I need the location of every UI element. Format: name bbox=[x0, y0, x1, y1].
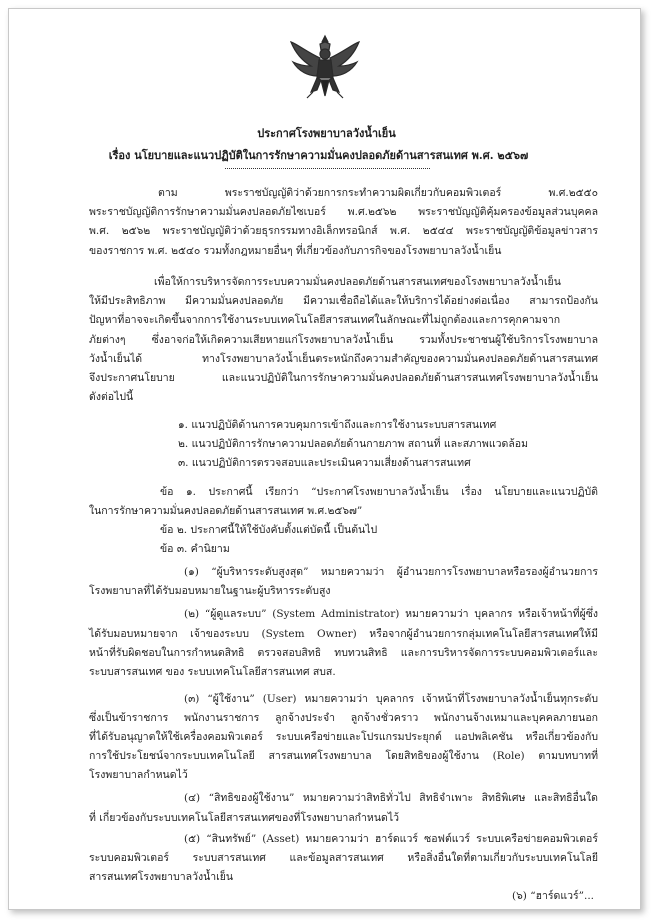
definition-line: (๓) “ผู้ใช้งาน” (User) หมายความว่า บุคลากร เจ้าหน้าที่โรงพยาบาลวังน้ำเย็นทุกระดับ bbox=[184, 692, 598, 705]
body-line: จึงประกาศนโยบาย และแนวปฏิบัติในการรักษาความมั่นคงปลอดภัยด้านสารสนเทศโรงพยาบาลวังน้ำเย็น bbox=[89, 371, 598, 384]
definition-line: การใช้ประโยชน์จากระบบเทคโนโลยี สารสนเทศโรงพยาบาล โดยสิทธิของผู้ใช้งาน (Role) ตามบทบาทที่ bbox=[89, 750, 598, 763]
body-line: ภัยต่างๆ ซึ่งอาจก่อให้เกิดความเสียหายแก่โรงพยาบาลวังน้ำเย็น รวมทั้งประชาชนผู้ใช้บริการโรงพยาบาล bbox=[89, 333, 598, 346]
definition-line: ที่ได้รับอนุญาตให้ใช้เครื่องคอมพิวเตอร์ ระบบเครือข่ายและโปรแกรมประยุกต์ แอปพลิเคชัน หรือเกี่ยวข้องกับ bbox=[89, 731, 598, 743]
announcement-title: ประกาศโรงพยาบาลวังน้ำเย็น bbox=[257, 127, 396, 140]
continuation-marker: (๖) “ฮาร์ดแวร์”... bbox=[512, 890, 595, 902]
body-line: ให้มีประสิทธิภาพ มีความมั่นคงปลอดภัย มีความเชื่อถือได้และให้บริการได้อย่างต่อเนื่อง สามารถป้องกัน bbox=[89, 295, 598, 308]
body-line: ปัญหาที่อาจจะเกิดขึ้นจากการใช้งานระบบเทคโนโลยีสารสนเทศในลักษณะที่ไม่ถูกต้องและการคุกคามจาก bbox=[89, 314, 561, 327]
clause-line: ข้อ ๒. ประกาศนี้ให้ใช้บังคับตั้งแต่บัดนี้ เป็นต้นไป bbox=[160, 524, 378, 537]
list-item: ๓. แนวปฏิบัติการตรวจสอบและประเมินความเสี่ยงด้านสารสนเทศ bbox=[178, 457, 471, 470]
definition-line: ซึ่งเป็นข้าราชการ พนักงานราชการ ลูกจ้างประจำ ลูกจ้างชั่วคราว พนักงานจ้างเหมาและบุคคลภายนอก bbox=[89, 711, 598, 724]
list-item: ๑. แนวปฏิบัติด้านการควบคุมการเข้าถึงและการใช้งานระบบสารสนเทศ bbox=[178, 418, 497, 431]
body-line: พ.ศ. ๒๕๖๒ พระราชบัญญัติว่าด้วยธุรกรรมทางอิเล็กทรอนิกส์ พ.ศ. ๒๕๔๔ พระราชบัญญัติข้อมูลข่าวสาร bbox=[89, 225, 598, 238]
body-line: ของราชการ พ.ศ. ๒๕๔๐ รวมทั้งกฎหมายอื่นๆ ที่เกี่ยวข้องกับภารกิจของโรงพยาบาลวังน้ำเย็น bbox=[89, 244, 502, 257]
clause-line: ข้อ ๓. คำนิยาม bbox=[160, 543, 230, 556]
garuda-emblem bbox=[287, 32, 363, 104]
definition-line: โรงพยาบาลที่ได้รับมอบหมายในฐานะผู้บริหารระดับสูง bbox=[89, 585, 331, 598]
list-item: ๒. แนวปฏิบัติการรักษาความปลอดภัยด้านกายภาพ สถานที่ และสภาพแวดล้อม bbox=[178, 437, 528, 450]
clause-line: ในการรักษาความมั่นคงปลอดภัยด้านสารสนเทศ พ.ศ.๒๕๖๗” bbox=[89, 505, 363, 517]
definition-line: ระบบคอมพิวเตอร์ ระบบสารสนเทศ และข้อมูลสารสนเทศ หรือสิ่งอื่นใดที่ตามเกี่ยวกับระบบเทคโนโลยี bbox=[89, 851, 598, 864]
definition-line: (๕) “สินทรัพย์” (Asset) หมายความว่า ฮาร์ดแวร์ ซอฟต์แวร์ ระบบเครือข่ายคอมพิวเตอร์ bbox=[184, 832, 598, 845]
definition-line: หน้าที่รับผิดชอบในการกำหนดสิทธิ ตรวจสอบสิทธิ ทบทวนสิทธิ และการบริหารจัดการระบบคอมพิวเตอร์และ bbox=[89, 646, 598, 659]
definition-line: ได้รับมอบหมายจาก เจ้าของระบบ (System Owner) หรือจากผู้อำนวยการกลุ่มเทคโนโลยีสารสนเทศให้มี bbox=[89, 627, 598, 640]
definition-line: ระบบสารสนเทศ ของ ระบบเทคโนโลยีสารสนเทศ สบส. bbox=[89, 665, 336, 678]
body-line: ตาม พระราชบัญญัติว่าด้วยการกระทำความผิดเกี่ยวกับคอมพิวเตอร์ พ.ศ.๒๕๕๐ bbox=[158, 187, 598, 199]
definition-line: โรงพยาบาลกำหนดไว้ bbox=[89, 769, 188, 782]
definition-line: (๒) “ผู้ดูแลระบบ” (System Administrator) หมายความว่า บุคลากร หรือเจ้าหน้าที่ผู้ซึ่ง bbox=[184, 608, 598, 621]
definition-line: (๑) “ผู้บริหารระดับสูงสุด” หมายความว่า ผู้อำนวยการโรงพยาบาลหรือรองผู้อำนวยการ bbox=[184, 566, 598, 579]
body-line: เพื่อให้การบริหารจัดการระบบความมั่นคงปลอดภัยด้านสารสนเทศของโรงพยาบาลวังน้ำเย็น bbox=[154, 276, 561, 289]
announcement-subject: เรื่อง นโยบายและแนวปฏิบัติในการรักษาความมั่นคงปลอดภัยด้านสารสนเทศ พ.ศ. ๒๕๖๗ bbox=[108, 149, 529, 162]
definition-line: สารสนเทศโรงพยาบาลวังน้ำเย็น bbox=[89, 870, 234, 883]
body-line: พระราชบัญญัติการรักษาความมั่นคงปลอดภัยไซเบอร์ พ.ศ.๒๕๖๒ พระราชบัญญัติคุ้มครองข้อมูลส่วนบุคคล bbox=[89, 206, 598, 219]
body-line: วังน้ำเย็นได้ ทางโรงพยาบาลวังน้ำเย็นตระหนักถึงความสำคัญของความมั่นคงปลอดภัยด้านสารสนเทศ bbox=[89, 352, 598, 365]
dotted-separator bbox=[225, 168, 430, 169]
clause-line: ข้อ ๑. ประกาศนี้ เรียกว่า “ประกาศโรงพยาบาลวังน้ำเย็น เรื่อง นโยบายและแนวปฏิบัติ bbox=[160, 485, 598, 498]
definition-line: (๔) “สิทธิของผู้ใช้งาน” หมายความว่าสิทธิทั่วไป สิทธิจำเพาะ สิทธิพิเศษ และสิทธิอื่นใด bbox=[184, 792, 598, 805]
body-line: ดังต่อไปนี้ bbox=[89, 391, 134, 403]
definition-line: ที่ เกี่ยวข้องกับระบบเทคโนโลยีสารสนเทศของที่โรงพยาบาลกำหนดไว้ bbox=[89, 811, 400, 824]
